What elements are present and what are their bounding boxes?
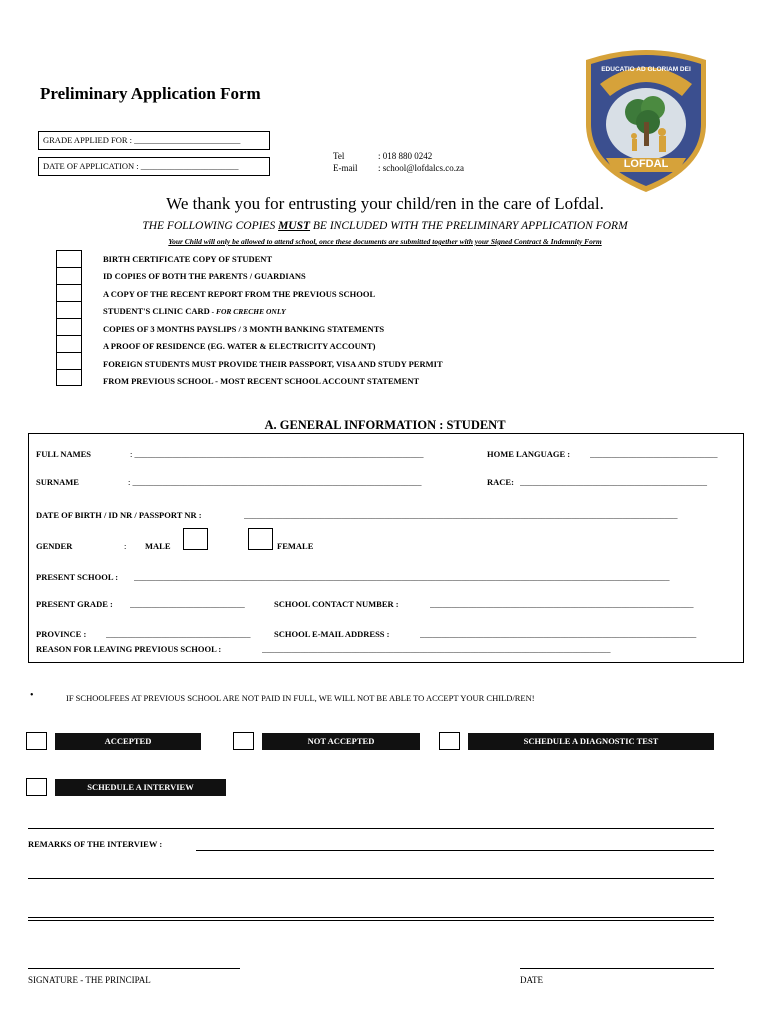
present-grade-label: PRESENT GRADE : <box>36 599 113 609</box>
reason-field[interactable]: __________________________________________________________________________________ <box>262 644 611 654</box>
principal-signature-label: SIGNATURE - THE PRINCIPAL <box>28 975 151 985</box>
present-school-label: PRESENT SCHOOL : <box>36 572 119 582</box>
remarks-line[interactable] <box>28 917 714 918</box>
surname-label: SURNAME <box>36 477 79 487</box>
requirement-checkbox[interactable] <box>56 352 82 369</box>
male-checkbox[interactable] <box>183 528 208 550</box>
must-include-heading: THE FOLLOWING COPIES MUST BE INCLUDED WITH THE PRELIMINARY APPLICATION FORM <box>142 220 628 232</box>
school-crest-logo <box>578 46 714 194</box>
home-language-field[interactable]: ______________________________ <box>590 449 718 459</box>
requirement-item: BIRTH CERTIFICATE COPY OF STUDENT <box>103 254 273 264</box>
principal-signature-line[interactable] <box>28 968 240 969</box>
province-label: PROVINCE : <box>36 629 87 639</box>
dob-field[interactable]: ______________________________________________________________________________________________________ <box>244 510 678 520</box>
race-label: RACE: <box>487 477 514 487</box>
logo-motto: EDUCATIO AD GLORIAM DEI <box>601 66 691 73</box>
full-names-label: FULL NAMES <box>36 449 92 459</box>
requirement-checkbox[interactable] <box>56 335 82 352</box>
requirement-checkbox[interactable] <box>56 284 82 301</box>
school-contact-field[interactable]: ______________________________________________________________ <box>430 599 694 609</box>
schoolfees-notice: IF SCHOOLFEES AT PREVIOUS SCHOOL ARE NOT PAID IN FULL, WE WILL NOT BE ABLE TO ACCEPT YOUR CHILD/REN! <box>66 693 535 703</box>
grade-applied-field[interactable]: GRADE APPLIED FOR : _________________________ <box>38 131 270 150</box>
bullet-icon: • <box>30 690 34 701</box>
gender-label: GENDER <box>36 541 73 551</box>
surname-field[interactable]: : ____________________________________________________________________ <box>128 477 422 487</box>
requirement-item: FOREIGN STUDENTS MUST PROVIDE THEIR PASSPORT, VISA AND STUDY PERMIT <box>103 359 443 369</box>
remarks-line[interactable] <box>28 828 714 829</box>
requirements-checkbox-column <box>56 250 82 386</box>
accepted-checkbox[interactable] <box>26 732 47 750</box>
requirement-checkbox[interactable] <box>56 369 82 386</box>
date-of-application-field[interactable]: DATE OF APPLICATION : _______________________ <box>38 157 270 176</box>
reason-label: REASON FOR LEAVING PREVIOUS SCHOOL : <box>36 644 222 654</box>
email-value: : school@lofdalcs.co.za <box>378 163 465 173</box>
present-grade-field[interactable]: ___________________________ <box>130 599 245 609</box>
female-checkbox[interactable] <box>248 528 273 550</box>
remarks-label: REMARKS OF THE INTERVIEW : <box>28 839 163 849</box>
tel-value: : 018 880 0242 <box>378 151 433 161</box>
requirement-item: COPIES OF 3 MONTHS PAYSLIPS / 3 MONTH BANKING STATEMENTS <box>103 324 385 334</box>
not-accepted-checkbox[interactable] <box>233 732 254 750</box>
interview-label: SCHEDULE A INTERVIEW <box>55 779 226 796</box>
dob-label: DATE OF BIRTH / ID NR / PASSPORT NR : <box>36 510 202 520</box>
general-info-heading: A. GENERAL INFORMATION : STUDENT <box>264 418 506 432</box>
school-email-label: SCHOOL E-MAIL ADDRESS : <box>274 629 390 639</box>
province-field[interactable]: __________________________________ <box>106 629 251 639</box>
male-label: MALE <box>145 541 171 551</box>
requirement-item: STUDENT'S CLINIC CARD - FOR CRECHE ONLY <box>103 306 286 316</box>
date-signature-label: DATE <box>520 975 543 985</box>
gender-colon: : <box>124 541 127 551</box>
home-language-label: HOME LANGUAGE : <box>487 449 571 459</box>
female-label: FEMALE <box>277 541 314 551</box>
remarks-line[interactable] <box>28 878 714 879</box>
interview-checkbox[interactable] <box>26 778 47 796</box>
requirement-checkbox[interactable] <box>56 267 82 284</box>
requirement-checkbox[interactable] <box>56 301 82 318</box>
requirement-item: A PROOF OF RESIDENCE (EG. WATER & ELECTRICITY ACCOUNT) <box>103 341 376 351</box>
requirement-item: FROM PREVIOUS SCHOOL - MOST RECENT SCHOOL ACCOUNT STATEMENT <box>103 376 420 386</box>
logo-name: LOFDAL <box>623 158 669 170</box>
requirement-item: ID COPIES OF BOTH THE PARENTS / GUARDIANS <box>103 271 306 281</box>
remarks-line[interactable] <box>28 920 714 921</box>
thank-you-text: We thank you for entrusting your child/ren in the care of Lofdal. <box>166 194 604 213</box>
present-school-field[interactable]: ______________________________________________________________________________________________________________________________ <box>134 572 670 582</box>
remarks-field[interactable] <box>196 850 714 851</box>
school-contact-label: SCHOOL CONTACT NUMBER : <box>274 599 399 609</box>
school-email-field[interactable]: _________________________________________________________________ <box>420 629 697 639</box>
tel-label: Tel <box>333 151 345 161</box>
accepted-label: ACCEPTED <box>55 733 201 750</box>
email-label: E-mail <box>333 163 358 173</box>
diagnostic-test-checkbox[interactable] <box>439 732 460 750</box>
documents-subnote: Your Child will only be allowed to attend school, once these documents are submitted together with your Signed Contract & Indemnity Form <box>168 237 602 246</box>
requirement-item: A COPY OF THE RECENT REPORT FROM THE PREVIOUS SCHOOL <box>103 289 376 299</box>
not-accepted-label: NOT ACCEPTED <box>262 733 420 750</box>
requirement-checkbox[interactable] <box>56 250 82 267</box>
date-signature-line[interactable] <box>520 968 714 969</box>
diagnostic-test-label: SCHEDULE A DIAGNOSTIC TEST <box>468 733 714 750</box>
requirement-checkbox[interactable] <box>56 318 82 335</box>
race-field[interactable]: ____________________________________________ <box>520 477 707 487</box>
full-names-field[interactable]: : ____________________________________________________________________ <box>130 449 424 459</box>
form-title: Preliminary Application Form <box>40 84 261 103</box>
